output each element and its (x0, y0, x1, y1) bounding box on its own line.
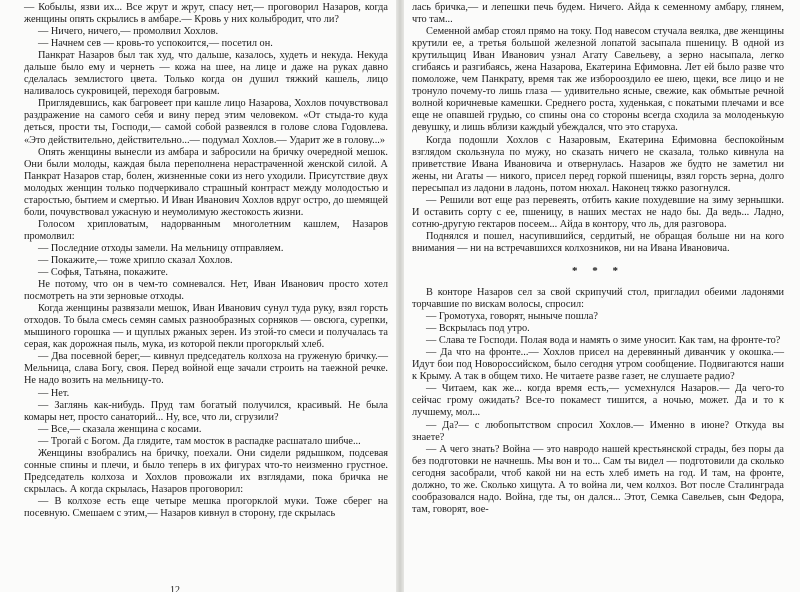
paragraph: Женщины взобрались на бричку, поехали. Они сидели рядышком, подсевая сонные спины и плечи, и было теперь в их фигурах что-то неизменно грустное. Председатель колхоза и Хохлов провожали их взглядами, пока бричка не скрылась. А когда скрылась, Назаров проговорил: (24, 447, 388, 495)
right-page-text-before-break (412, 2, 784, 255)
right-page-text (412, 2, 784, 516)
paragraph: — Софья, Татьяна, покажите. (38, 267, 168, 279)
page-number: 12 (170, 585, 180, 592)
book-gutter (396, 0, 404, 592)
paragraph: — Два посевной берег,— кивнул председатель колхоза на груженую бричку.— Мельница, слава Богу, своя. Перед войной еще зачали строить на таежной речке. Не надо возить на мельницу-то. (24, 351, 388, 387)
paragraph: Поднялся и пошел, насупившийся, сердитый, не обращая больше ни на кого внимания — ни на встречавшихся колхозников, ни на Ивана Ивановича. (412, 230, 784, 254)
paragraph: лась бричка,— и лепешки печь будем. Ничего. Айда к семенному амбару, глянем, что там... (412, 2, 784, 26)
left-page (0, 0, 396, 592)
paragraph: Когда подошли Хохлов с Назаровым, Екатерина Ефимовна беспокойным взглядом скользнула по мужу, но сказать ничего не сказала, только кивнула на приветствие Ивана Ивановича и отвернулась. Назаров же будто не заметил ни жены, ни Агаты — никого, присел перед горкой пшеницы, взял горсть зерна, долго пересыпал из ладони в ладонь, потом нюхал. Наконец тяжко разогнулся. (412, 134, 784, 194)
paragraph: — Начнем сев — кровь-то успокоится,— посетил он. (38, 38, 273, 50)
paragraph: Панкрат Назаров был так худ, что дальше, казалось, худеть и некуда. Некуда дальше было ему и чернеть — кожа на шее, на лице и даже на руках давно сделалась землистого цвета. Только когда он душил тяжкий кашель, лицо наливалось сукровицей, переходя багровым. (24, 50, 388, 98)
paragraph: — А чего знать? Война — это навродо нашей крестьянской страды, без поры да без подготовки не начнешь. Мы вон и то... Сам ты видел — подготовили да сколько сегодня засобрали, чтоб какой ни на есть хлеб иметь на год. И там, на фронте, должно, то же. Сколько хищута. А то война ли, чем колхоз. Вот после Сталинграда сообразовался надо. Война, где ты, он дался... Этот, Семка Савельев, сын Федора, там, говорят, вое- (412, 443, 784, 515)
right-page (404, 0, 800, 592)
paragraph: Семенной амбар стоял прямо на току. Под навесом стучала веялка, две женщины крутили ее, а третья большой железной лопатой засыпала пшеницу. В одной из крутильщиц Иван Иванович узнал Агату Савельеву, а зерно насыпала, легко сгибаясь и разгибаясь, жена Назарова, Екатерина Ефимовна. Лет ей было разве что помоложе, чем Панкрату, время так же изборооздило ее шею, щеки, все лицо и не тронуло почему-то лишь глаза — удивительно ясные, свежие, как обмытые речной волной коричневые камешки. Среднего роста, худенькая, с покатыми плечами и все еще не опавшей грудью, со спины она со стороны всегда сходила за молоденькую девушку, и лишь вблизи каждый убеждался, что это старуха. (412, 26, 784, 134)
paragraph: — Последние отходы замели. На мельницу отправляем. (38, 242, 284, 254)
paragraph: — Трогай с Богом. Да глядите, там мосток в распадке расшатало шибче... (38, 435, 361, 447)
paragraph: — Все,— сказала женщина с косами. (38, 423, 202, 435)
paragraph: — Заглянь как-нибудь. Пруд там богатый получился, красивый. Не была комары нет, просто санаторий... Ну, все, что ли, сгрузили? (24, 399, 388, 423)
paragraph: — Слава те Господи. Полая вода и намять о зиме уносит. Как там, на фронте-то? (426, 335, 781, 347)
paragraph: — Решили вот еще раз перевеять, отбить какие похудевшие на зиму зернышки. И оставить сорту с ее, пшеницу, в наших местах не надо бы. Да ведь... Ладно, сотню-другую гектаров посеем... Айда в контору, что ль, для разговора. (412, 194, 784, 230)
right-page-text-after-break (412, 287, 784, 516)
paragraph: — Кобылы, язви их... Все жрут и жрут, спасу нет,— проговорил Назаров, когда женщины опять скрылись в амбаре.— Кровь у них колыбродит, что ли? (24, 2, 388, 26)
paragraph: — В колхозе есть еще четыре мешка прогорклой муки. Тоже сберег на посевную. Смешаем с этим,— Назаров кивнул в сторону, где скрылась (24, 495, 388, 519)
paragraph: — Покажите,— тоже хрипло сказал Хохлов. (38, 254, 233, 266)
paragraph: Не потому, что он в чем-то сомневался. Нет, Иван Иванович просто хотел посмотреть на эти зерновые отходы. (24, 279, 388, 303)
paragraph: Приглядевшись, как багровеет при кашле лицо Назарова, Хохлов почувствовал раздражение на самого себя и вину перед этим человеком. «От стыда-то куда деться, прости ты, Господи,— самой собой развеялся в голове слова Годовлева. «Это действительно, действительно...— подумал Хохлов.— Ударит же в голову...» (24, 98, 388, 146)
paragraph: Голосом хрипловатым, надорванным многолетним кашлем, Назаров промолвил: (24, 218, 388, 242)
paragraph: В конторе Назаров сел за свой скрипучий стол, пригладил обеими ладонями торчавшие по вискам волосы, спросил: (412, 286, 784, 311)
paragraph: — Нет. (38, 387, 70, 399)
paragraph: — Да?— с любопытством спросил Хохлов.— Именно в июне? Откуда вы знаете? (412, 419, 784, 443)
paragraph: Когда женщины развязали мешок, Иван Иванович сунул туда руку, взял горсть отходов. То была смесь семян самых разнообразных сорняков — овсюга, сурепки, мышиного горошка — и щуплых ржаных зерен. Из этой-то смеси и получалась та серая, как дорожная пыль, мука, из которой пекли прогорклый хлеб. (24, 303, 388, 351)
paragraph: — Читаем, как же... когда время есть,— усмехнулся Назаров.— Да чего-то сейчас грому ожидать? Все-то покамест тишится, а ночью, может. Да и то к лучшему, мол... (412, 383, 784, 419)
paragraph: — Вскрылась под утро. (426, 323, 530, 335)
section-separator: * * * (572, 264, 624, 277)
left-page-text (24, 2, 388, 520)
paragraph: — Ничего, ничего,— промолвил Хохлов. (38, 26, 219, 38)
paragraph: — Да что на фронте...— Хохлов присел на деревянный диванчик у окошка.— Идут бои под Новороссийском, было сегодня утром сообщение. Подвигаются наши к Крыму. А так в общем тихо. Не читаете разве газет, не слушаете радио? (412, 347, 784, 383)
paragraph: Опять женщины вынесли из амбара и забросили на бричку очередной мешок. Они были молоды, каждая была переполнена нерастраченной женской силой. А Панкрат Назаров стар, болен, жизненные соки из него уходили. Присутствие двух молодых женщин только подчеркивало страшный контраст между молодостью и старостью, бытием и смертью. И Иван Иванович Хохлов вдруг остро, до шемящей боли, почувствовал ужасную и неумолимую жестокость жизни. (24, 146, 389, 218)
paragraph: — Громотуха, говорят, ныныче пошла? (426, 311, 598, 323)
